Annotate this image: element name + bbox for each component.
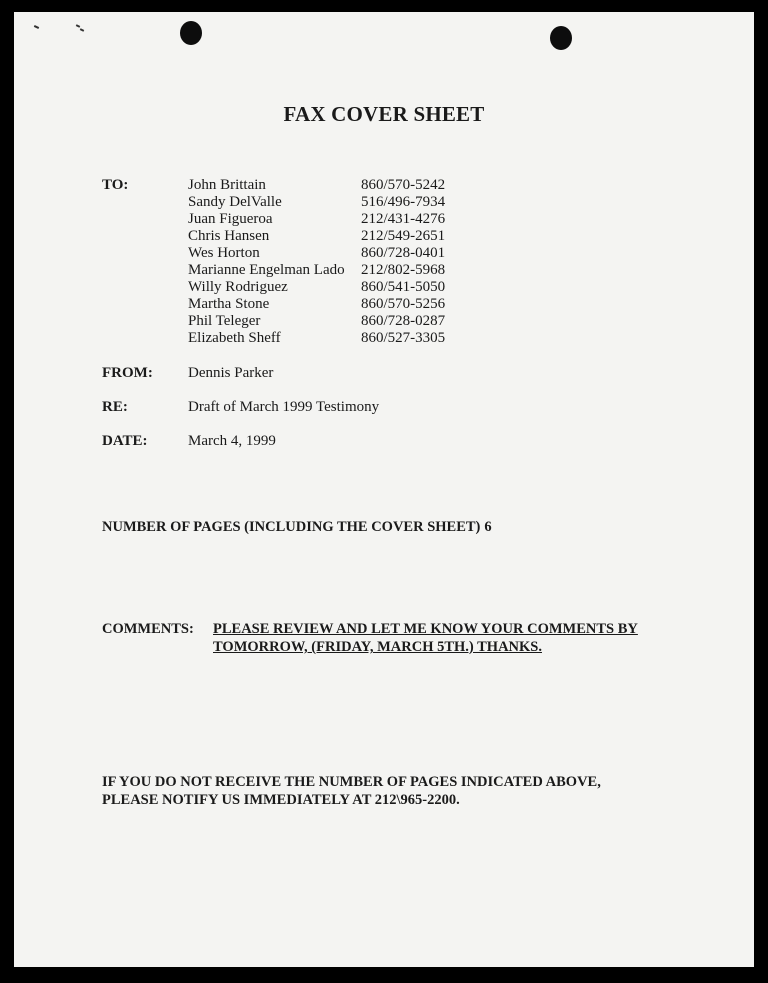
punch-hole-left — [180, 21, 202, 45]
recipient-name: John Brittain — [188, 177, 266, 193]
recipient-name: Marianne Engelman Lado — [188, 262, 345, 278]
recipient-fax-number: 212/549-2651 — [361, 228, 446, 244]
recipient-row — [188, 194, 488, 211]
date-value: March 4, 1999 — [188, 433, 276, 449]
recipient-name: Wes Horton — [188, 245, 260, 261]
comments-line-1: PLEASE REVIEW AND LET ME KNOW YOUR COMMENTS BY — [213, 621, 638, 637]
notice-line-2: PLEASE NOTIFY US IMMEDIATELY AT 212\965-2200. — [102, 792, 460, 808]
scan-speck — [34, 25, 39, 29]
recipient-row — [188, 296, 488, 313]
recipient-row — [188, 262, 488, 279]
re-value: Draft of March 1999 Testimony — [188, 399, 380, 415]
pages-label: NUMBER OF PAGES (INCLUDING THE COVER SHEET) — [102, 519, 481, 535]
recipient-name: Phil Teleger — [188, 313, 261, 329]
recipient-fax-number: 860/570-5242 — [361, 177, 446, 193]
recipient-row — [188, 330, 488, 347]
recipient-row — [188, 245, 488, 262]
recipient-row — [188, 313, 488, 330]
delivery-notice — [102, 773, 601, 809]
recipient-fax-number: 860/728-0401 — [361, 245, 446, 261]
comments-label: COMMENTS: — [102, 621, 194, 637]
recipient-fax-number: 860/527-3305 — [361, 330, 446, 346]
re-label: RE: — [102, 399, 128, 415]
recipient-fax-number: 860/541-5050 — [361, 279, 446, 295]
recipient-fax-number: 212/431-4276 — [361, 211, 446, 227]
recipient-name: Sandy DelValle — [188, 194, 282, 210]
comments-line-2: TOMORROW, (FRIDAY, MARCH 5TH.) THANKS. — [213, 639, 542, 655]
recipient-fax-number: 516/496-7934 — [361, 194, 446, 210]
fax-cover-page — [14, 12, 754, 967]
date-label: DATE: — [102, 433, 148, 449]
recipient-fax-number: 860/728-0287 — [361, 313, 446, 329]
recipient-row — [188, 177, 488, 194]
comments-text — [213, 620, 673, 656]
recipient-name: Chris Hansen — [188, 228, 270, 244]
recipient-name: Juan Figueroa — [188, 211, 273, 227]
notice-line-1: IF YOU DO NOT RECEIVE THE NUMBER OF PAGES INDICATED ABOVE, — [102, 774, 601, 790]
recipient-row — [188, 228, 488, 245]
recipient-name: Willy Rodriguez — [188, 279, 288, 295]
recipient-list — [188, 177, 488, 347]
to-label: TO: — [102, 177, 129, 193]
recipient-fax-number: 212/802-5968 — [361, 262, 446, 278]
pages-value: 6 — [484, 519, 492, 535]
recipient-row — [188, 279, 488, 296]
punch-hole-right — [550, 26, 572, 50]
document-title: FAX COVER SHEET — [283, 102, 485, 126]
from-value: Dennis Parker — [188, 365, 274, 381]
from-label: FROM: — [102, 365, 153, 381]
number-of-pages — [102, 519, 496, 536]
recipient-fax-number: 860/570-5256 — [361, 296, 446, 312]
recipient-name: Martha Stone — [188, 296, 270, 312]
recipient-name: Elizabeth Sheff — [188, 330, 281, 346]
scan-speck — [76, 24, 80, 28]
recipient-row — [188, 211, 488, 228]
scan-speck — [80, 28, 84, 32]
